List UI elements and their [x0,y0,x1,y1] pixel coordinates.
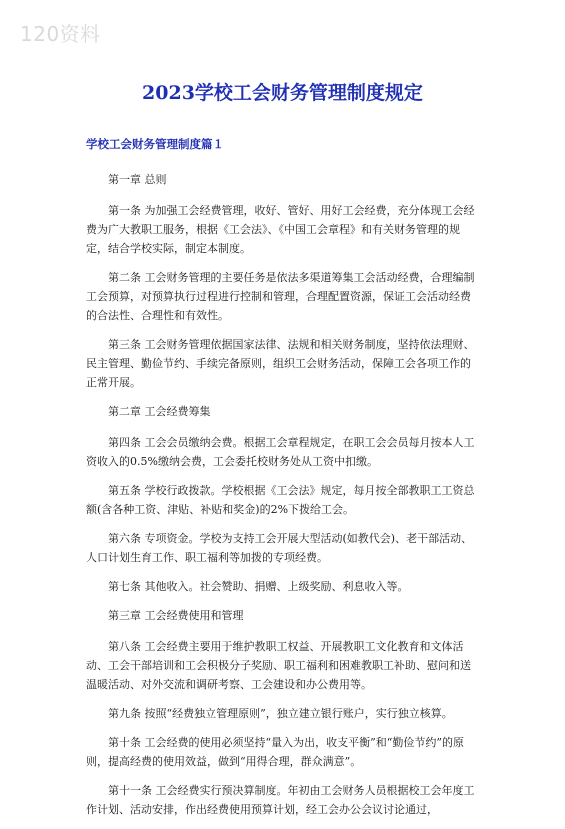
document-body [86,170,480,829]
article-1: 第一条 为加强工会经费管理，收好、管好、用好工会经费，充分体现工会经费为广大教职工服务，根据《工会法》、《中国工会章程》和有关财务管理的规定，结合学校实际，制定本制度。 [86,204,475,255]
article-9: 第九条 按照“经费独立管理原则”，独立建立银行账户，实行独立核算。 [108,707,453,720]
article-10: 第十条 工会经费的使用必须坚持“量入为出，收支平衡”和“勤俭节约”的原则，提高经费的使用效益，做到“用得合理，群众满意”。 [86,736,464,768]
article-3: 第三条 工会财务管理依据国家法律、法规和相关财务制度，坚持依法理财、民主管理、勤俭节约、手续完备原则，组织工会财务活动，保障工会各项工作的正常开展。 [86,338,475,389]
article-5: 第五条 学校行政拨款。学校根据《工会法》规定，每月按全部教职工工资总额(含各种工资、津贴、补贴和奖金)的2%下拨给工会。 [86,484,475,516]
chapter-heading-3: 第三章 工会经费使用和管理 [108,609,244,622]
document-title: 2023学校工会财务管理制度规定 [142,82,423,104]
article-6: 第六条 专项资金。学校为支持工会开展大型活动(如教代会)、老干部活动、人口计划生育工作、职工福利等加拨的专项经费。 [86,532,473,564]
article-4: 第四条 工会会员缴纳会费。根据工会章程规定，在职工会会员每月按本人工资收入的0.5%缴纳会费，工会委托校财务处从工资中扣缴。 [86,436,475,468]
article-2: 第二条 工会财务管理的主要任务是依法多渠道筹集工会活动经费，合理编制工会预算，对预算执行过程进行控制和管理，合理配置资源，保证工会活动经费的合法性、合理性和有效性。 [86,271,475,322]
article-11: 第十一条 工会经费实行预决算制度。年初由工会财务人员根据校工会年度工作计划、活动安排，作出经费使用预算计划，经工会办公会议讨论通过， [86,784,475,816]
section-heading: 学校工会财务管理制度篇１ [86,137,224,151]
watermark-logo: 120资料 [20,22,101,46]
chapter-heading-1: 第一章 总则 [108,173,167,186]
article-7: 第七条 其他收入。社会赞助、捐赠、上级奖励、利息收入等。 [108,580,409,593]
chapter-heading-2: 第二章 工会经费筹集 [108,405,211,418]
article-8: 第八条 工会经费主要用于维护教职工权益、开展教职工文化教育和文体活动、工会干部培训和工会积极分子奖励、职工福利和困难教职工补助、慰问和送温暖活动、对外交流和调研考察、工会建设和办公费用等。 [86,640,471,691]
